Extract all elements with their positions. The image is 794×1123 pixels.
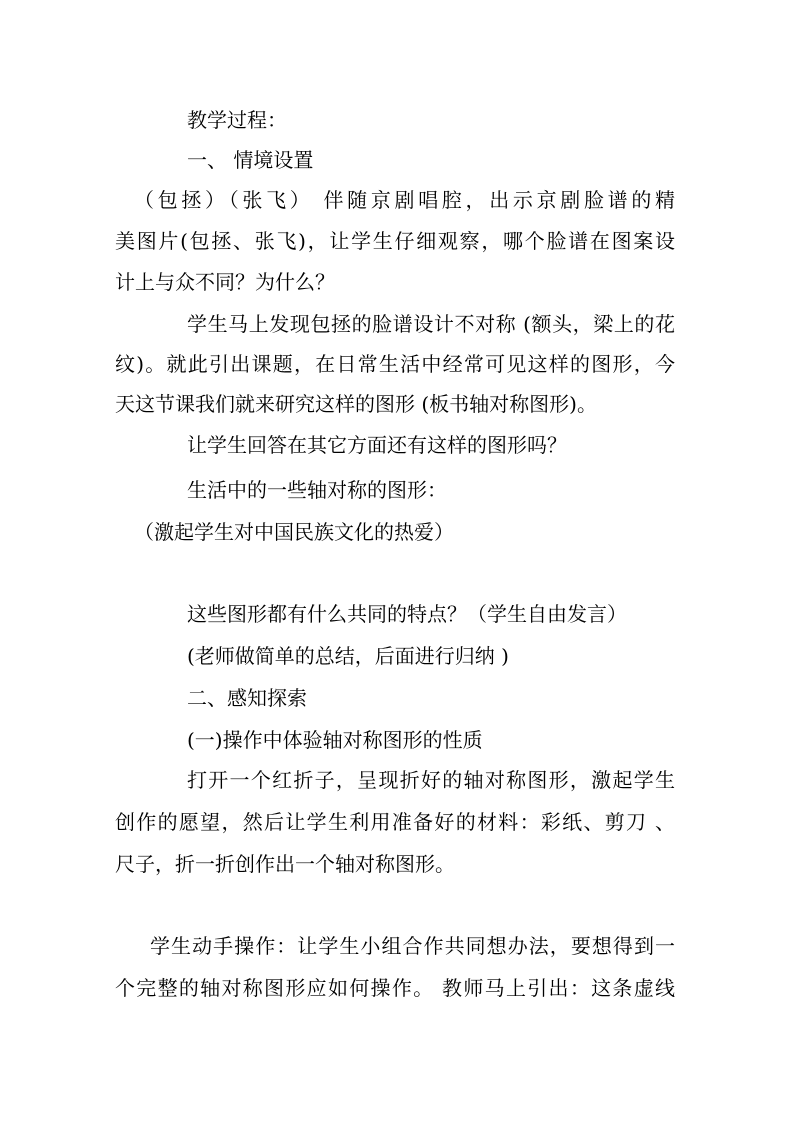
paragraph-line: 个完整的轴对称图形应如何操作。 教师马上引出：这条虚线 xyxy=(115,976,675,1000)
paragraph-line: 学生马上发现包拯的脸谱设计不对称 (额头，梁上的花 xyxy=(187,312,675,336)
section-heading-perception-exploration: 二、感知探索 xyxy=(187,686,307,710)
paragraph-line: 天这节课我们就来研究这样的图形 (板书轴对称图形)。 xyxy=(115,392,597,416)
paragraph-line: 美图片(包拯、张飞)，让学生仔细观察，哪个脸谱在图案设 xyxy=(115,229,675,253)
paragraph-line: 让学生回答在其它方面还有这样的图形吗？ xyxy=(187,433,567,457)
paragraph-line: 尺子，折一折创作出一个轴对称图形。 xyxy=(115,852,455,876)
subsection-heading-axis-symmetry-property: (一)操作中体验轴对称图形的性质 xyxy=(187,728,483,752)
section-heading-teaching-process: 教学过程： xyxy=(187,108,287,132)
paragraph-line: 生活中的一些轴对称的图形： xyxy=(187,478,447,502)
paragraph-line: 纹)。就此引出课题，在日常生活中经常可见这样的图形，今 xyxy=(115,352,675,376)
paragraph-line: (老师做简单的总结，后面进行归纳 ) xyxy=(187,644,509,668)
subsection-heading-scenario: 一、 情境设置 xyxy=(187,148,314,172)
paragraph-line: 打开一个红折子，呈现折好的轴对称图形，激起学生 xyxy=(187,768,675,792)
paragraph-line: 这些图形都有什么共同的特点？（学生自由发言） xyxy=(187,602,627,626)
paragraph-line: （激起学生对中国民族文化的热爱） xyxy=(134,520,454,544)
paragraph-line: 学生动手操作：让学生小组合作共同想办法，要想得到一 xyxy=(150,934,675,958)
paragraph-line: （包拯）（张飞） 伴随京剧唱腔，出示京剧脸谱的精 xyxy=(134,188,675,212)
paragraph-line: 创作的愿望，然后让学生利用准备好的材料：彩纸、剪刀 、 xyxy=(115,810,675,834)
paragraph-line: 计上与众不同？为什么？ xyxy=(115,270,335,294)
